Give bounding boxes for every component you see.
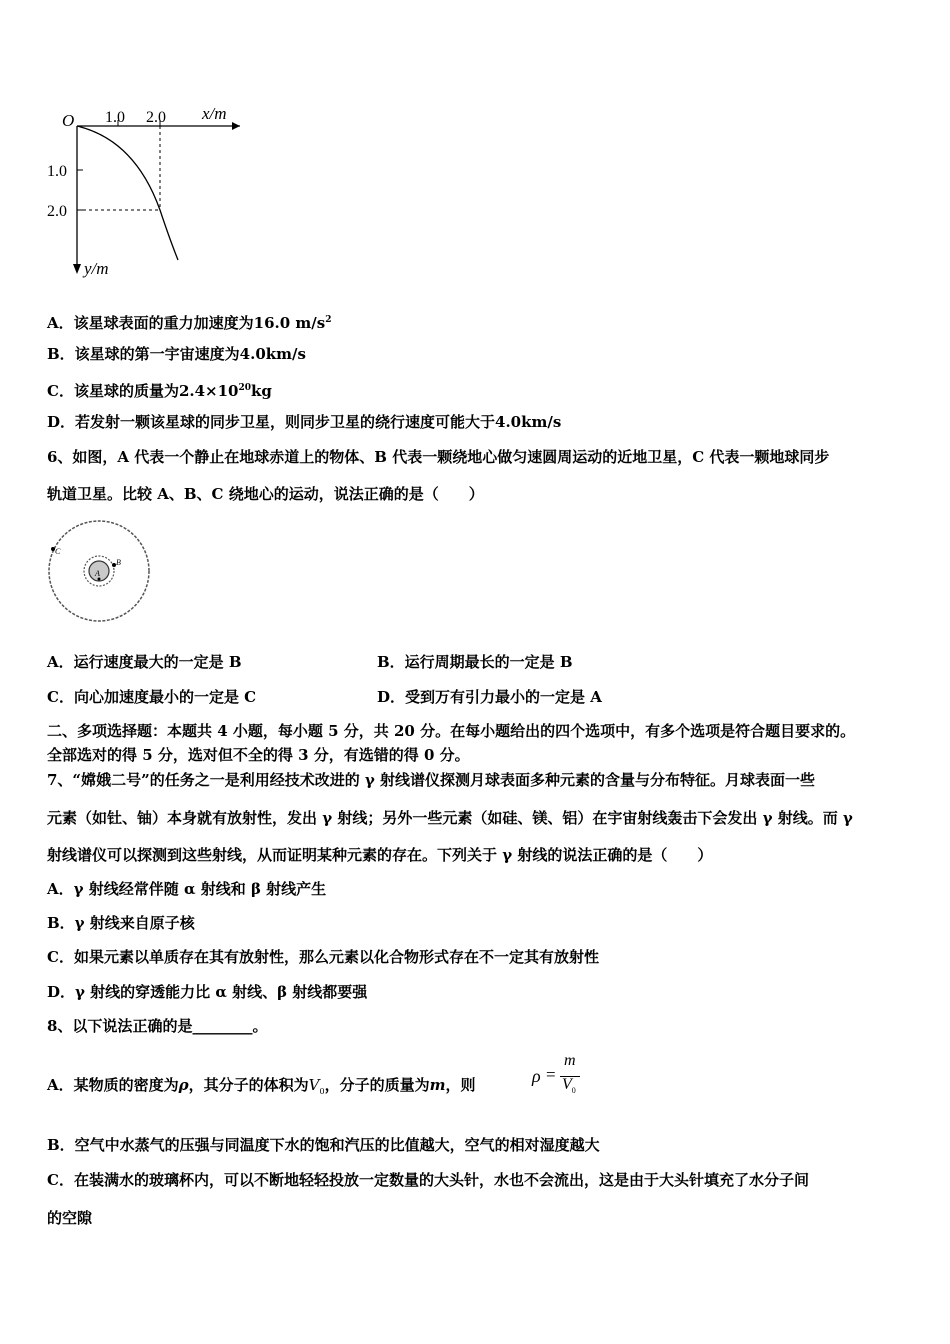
q5-option-a — [47, 310, 331, 333]
y-tick-label-2: 2.0 — [47, 203, 67, 220]
label-c: C — [55, 547, 61, 556]
q7-option-b: B．γ 射线来自原子核 — [47, 914, 195, 932]
orbit-figure — [40, 516, 160, 626]
formula-eq: = — [546, 1065, 556, 1084]
label-a: A — [95, 569, 100, 578]
q7-stem-line1: 7、“嫦娥二号”的任务之一是利用经技术改进的 γ 射线谱仪探测月球表面多种元素的含量与分布特征。月球表面一些 — [47, 771, 816, 789]
q5-option-c-unit: kg — [251, 382, 272, 400]
section2-line1: 二、多项选择题：本题共 4 小题，每小题 5 分，共 20 分。在每小题给出的四个选项中，有多个选项是符合题目要求的。 — [47, 722, 856, 740]
q7-stem-line3: 射线谱仪可以探测到这些射线，从而证明某种元素的存在。下列关于 γ 射线的说法正确的是（ ） — [47, 846, 713, 864]
x-axis-arrow — [232, 122, 240, 130]
q8-option-a — [47, 1075, 475, 1102]
y-axis-arrow — [73, 264, 81, 274]
q5-option-a-sup: 2 — [325, 315, 332, 325]
trajectory-graph — [40, 100, 300, 285]
formula-den-v: V — [562, 1076, 572, 1093]
q6-option-a: A．运行速度最大的一定是 B — [47, 653, 242, 671]
q7-option-c: C．如果元素以单质存在其有放射性，那么元素以化合物形式存在不一定其有放射性 — [47, 948, 599, 966]
q6-option-b: B．运行周期最长的一定是 B — [377, 653, 573, 671]
x-axis-label: x/m — [202, 104, 227, 123]
q6-option-d: D．受到万有引力最小的一定是 A — [377, 688, 602, 706]
graph-origin-label: O — [62, 111, 75, 130]
x-tick-label-2: 2.0 — [146, 109, 166, 126]
q8-a-rho: ρ — [178, 1076, 189, 1094]
trajectory-curve — [77, 126, 178, 260]
label-b: B — [116, 558, 121, 567]
q8-a-m: m — [429, 1076, 446, 1094]
q5-option-c — [47, 378, 272, 401]
formula-numerator: m — [564, 1052, 576, 1069]
q8-a-text2: ，其分子的体积为 — [188, 1076, 309, 1094]
q6-option-c: C．向心加速度最小的一定是 C — [47, 688, 257, 706]
q8-stem: 8、以下说法正确的是________。 — [47, 1017, 268, 1035]
q7-stem-line2: 元素（如钍、铀）本身就有放射性，发出 γ 射线；另外一些元素（如硅、镁、铝）在宇宙射线轰击下会发出 γ 射线。而 γ — [47, 809, 853, 827]
formula-denominator — [562, 1076, 576, 1095]
q5-option-c-sup: 20 — [238, 383, 252, 393]
q8-option-b: B．空气中水蒸气的压强与同温度下水的饱和汽压的比值越大，空气的相对湿度越大 — [47, 1136, 600, 1154]
q6-stem-line2: 轨道卫星。比较 A、B、C 绕地心的运动，说法正确的是（ ） — [47, 485, 484, 503]
q7-option-a: A．γ 射线经常伴随 α 射线和 β 射线产生 — [47, 880, 327, 898]
formula-lhs: ρ — [532, 1066, 541, 1086]
q8-a-text3: ，分子的质量为 — [324, 1076, 430, 1094]
q8-a-v0: V — [308, 1076, 320, 1094]
q8-a-text1: A．某物质的密度为 — [47, 1076, 179, 1094]
q8-a-text4: ，则 — [445, 1076, 476, 1094]
q5-option-d: D．若发射一颗该星球的同步卫星，则同步卫星的绕行速度可能大于4.0km/s — [47, 413, 562, 431]
q6-stem-line1: 6、如图，A 代表一个静止在地球赤道上的物体、B 代表一颗绕地心做匀速圆周运动的近地卫星，C 代表一颗地球同步 — [47, 448, 830, 466]
q5-option-c-text: C．该星球的质量为2.4×10 — [47, 382, 239, 400]
q7-option-d: D．γ 射线的穿透能力比 α 射线、β 射线都要强 — [47, 983, 368, 1001]
q8-option-c-line2: 的空隙 — [47, 1209, 93, 1227]
q5-option-a-text: A．该星球表面的重力加速度为16.0 m/s — [47, 314, 326, 332]
x-tick-label-1: 1.0 — [105, 109, 125, 126]
q8-option-c-line1: C．在装满水的玻璃杯内，可以不断地轻轻投放一定数量的大头针，水也不会流出，这是由于大头针填充了水分子间 — [47, 1171, 809, 1189]
section2-line2: 全部选对的得 5 分，选对但不全的得 3 分，有选错的得 0 分。 — [47, 746, 470, 764]
formula-den-sub: 0 — [571, 1086, 576, 1096]
y-axis-label: y/m — [84, 259, 109, 278]
q8-a-v0-sub: 0 — [319, 1087, 325, 1096]
q5-option-b: B．该星球的第一宇宙速度为4.0km/s — [47, 345, 306, 363]
y-tick-label-1: 1.0 — [47, 163, 67, 180]
